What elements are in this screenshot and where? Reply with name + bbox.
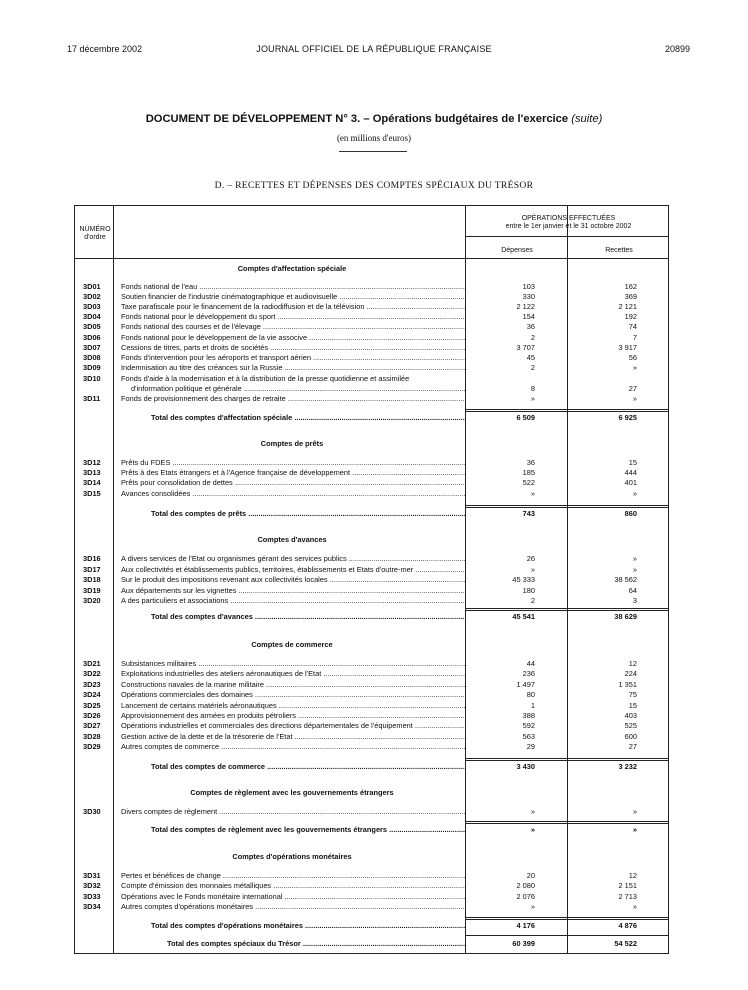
recettes-value: » xyxy=(632,394,637,403)
recettes-value: » xyxy=(632,902,637,911)
recettes-value: 2 151 xyxy=(618,881,637,890)
category-heading: Comptes de prêts xyxy=(260,439,324,448)
account-label: Fonds d'aide à la modernisation et à la distribution de la presse quotidienne et assimilée xyxy=(121,374,410,383)
header-journal-title: JOURNAL OFFICIEL DE LA RÉPUBLIQUE FRANÇAISE xyxy=(256,44,492,54)
recettes-value: 64 xyxy=(628,586,637,595)
account-label: d'information politique et générale ..... xyxy=(131,384,465,393)
recettes-value: 27 xyxy=(628,384,637,393)
total-label: Total des comptes d'avances ..... xyxy=(151,612,465,621)
depenses-value: 743 xyxy=(522,509,535,518)
recettes-value: 6 925 xyxy=(618,413,637,422)
account-code: 3D34 xyxy=(83,902,101,911)
account-label: Autres comptes d'opérations monétaires ..... xyxy=(121,902,465,911)
depenses-value: 522 xyxy=(522,478,535,487)
account-code: 3D29 xyxy=(83,742,101,751)
title-divider xyxy=(339,151,407,152)
document-unit: (en millions d'euros) xyxy=(336,133,412,143)
column-header-ordre: d'ordre xyxy=(84,234,106,241)
document-title xyxy=(0,113,748,125)
recettes-value: » xyxy=(632,489,637,498)
header-bottom-rule xyxy=(75,258,668,259)
account-label: Autres comptes de commerce ..... xyxy=(121,742,465,751)
column-header-numero: NUMÉRO xyxy=(79,226,111,233)
depenses-value: 6 509 xyxy=(516,413,535,422)
account-label: Gestion active de la dette et de la trésorerie de l'Etat ..... xyxy=(121,732,465,741)
total-label: Total des comptes d'affectation spéciale ..... xyxy=(151,413,465,422)
depenses-value: 388 xyxy=(522,711,535,720)
total-rule xyxy=(465,411,668,412)
account-code: 3D05 xyxy=(83,322,101,331)
depenses-value: 1 497 xyxy=(516,680,535,689)
recettes-value: 38 629 xyxy=(614,612,637,621)
depenses-value: 20 xyxy=(526,871,535,880)
recettes-value: 75 xyxy=(628,690,637,699)
account-code: 3D28 xyxy=(83,732,101,741)
account-code: 3D04 xyxy=(83,312,101,321)
account-code: 3D33 xyxy=(83,892,101,901)
account-label: Fonds d'intervention pour les aéroports et transport aérien ..... xyxy=(121,353,465,362)
column-header-depenses: Dépenses xyxy=(501,247,533,254)
account-label: Fonds national pour le développement du sport ..... xyxy=(121,312,465,321)
depenses-value: 236 xyxy=(522,669,535,678)
depenses-value: 44 xyxy=(526,659,535,668)
depenses-value: 180 xyxy=(522,586,535,595)
depenses-value: 154 xyxy=(522,312,535,321)
total-rule xyxy=(465,505,668,506)
account-code: 3D14 xyxy=(83,478,101,487)
account-code: 3D11 xyxy=(83,394,101,403)
recettes-value: 3 917 xyxy=(618,343,637,352)
recettes-value: » xyxy=(632,554,637,563)
account-label: A divers services de l'Etat ou organismes gérant des services publics ..... xyxy=(121,554,465,563)
account-code: 3D32 xyxy=(83,881,101,890)
depenses-value: 3 430 xyxy=(516,762,535,771)
depenses-value: 2 xyxy=(530,333,535,342)
depenses-value: 36 xyxy=(526,458,535,467)
depenses-value: 36 xyxy=(526,322,535,331)
recettes-value: 56 xyxy=(628,353,637,362)
account-label: Indemnisation au titre des créances sur la Russie ..... xyxy=(121,363,465,372)
recettes-value: 54 522 xyxy=(614,939,637,948)
account-label: Opérations commerciales des domaines ..... xyxy=(121,690,465,699)
account-label: Fonds de provisionnement des charges de retraite ..... xyxy=(121,394,465,403)
total-rule xyxy=(465,823,668,824)
account-label: Fonds national de l'eau ..... xyxy=(121,282,465,291)
total-label: Total des comptes d'opérations monétaires ..... xyxy=(151,921,465,930)
account-code: 3D22 xyxy=(83,669,101,678)
recettes-value: 3 xyxy=(632,596,637,605)
depenses-value: » xyxy=(530,565,535,574)
recettes-value: 369 xyxy=(624,292,637,301)
total-label: Total des comptes de prêts ..... xyxy=(151,509,465,518)
recettes-value: 74 xyxy=(628,322,637,331)
column-divider-recettes xyxy=(567,206,568,953)
account-label: Constructions navales de la marine militaire ..... xyxy=(121,680,465,689)
header-rule xyxy=(465,236,668,237)
recettes-value: 162 xyxy=(624,282,637,291)
depenses-value: 45 541 xyxy=(512,612,535,621)
total-label: Total des comptes de règlement avec les gouvernements étrangers ..... xyxy=(151,825,465,834)
recettes-value: 12 xyxy=(628,871,637,880)
recettes-value: 2 713 xyxy=(618,892,637,901)
depenses-value: » xyxy=(530,902,535,911)
account-label: Divers comptes de règlement ..... xyxy=(121,807,465,816)
depenses-value: 3 707 xyxy=(516,343,535,352)
total-rule xyxy=(465,919,668,920)
account-code: 3D25 xyxy=(83,701,101,710)
account-code: 3D24 xyxy=(83,690,101,699)
recettes-value: » xyxy=(632,565,637,574)
depenses-value: 2 xyxy=(530,596,535,605)
depenses-value: 45 333 xyxy=(512,575,535,584)
account-code: 3D23 xyxy=(83,680,101,689)
recettes-value: » xyxy=(632,825,637,834)
operations-header: OPÉRATIONS EFFECTUÉES xyxy=(521,215,616,222)
recettes-value: 12 xyxy=(628,659,637,668)
grand-total-rule xyxy=(465,935,668,936)
account-label: Cessions de titres, parts et droits de sociétés ..... xyxy=(121,343,465,352)
total-rule xyxy=(465,758,668,759)
account-code: 3D08 xyxy=(83,353,101,362)
depenses-value: 60 399 xyxy=(512,939,535,948)
column-divider-depenses xyxy=(465,206,466,953)
accounts-table xyxy=(74,205,669,954)
account-label: Pertes et bénéfices de change ..... xyxy=(121,871,465,880)
recettes-value: 2 121 xyxy=(618,302,637,311)
account-code: 3D27 xyxy=(83,721,101,730)
account-label: Subsistances militaires ..... xyxy=(121,659,465,668)
document-title-text: DOCUMENT DE DÉVELOPPEMENT N° 3. – Opérations budgétaires de l'exercice xyxy=(145,113,569,125)
category-heading: Comptes d'opérations monétaires xyxy=(232,852,352,861)
recettes-value: 444 xyxy=(624,468,637,477)
document-title-suffix: (suite) xyxy=(571,113,603,125)
account-code: 3D12 xyxy=(83,458,101,467)
total-rule xyxy=(465,917,668,918)
account-label: Sur le produit des impositions revenant aux collectivités locales ..... xyxy=(121,575,465,584)
account-label: Exploitations industrielles des ateliers aéronautiques de l'Etat ..... xyxy=(121,669,465,678)
account-label: Aux collectivités et établissements publics, territoires, établissements et Etats d'outre-mer ..... xyxy=(121,565,465,574)
account-label: Fonds national pour le développement de la vie associve ..... xyxy=(121,333,465,342)
account-code: 3D02 xyxy=(83,292,101,301)
recettes-value: 525 xyxy=(624,721,637,730)
account-label: Prêts à des Etats étrangers et à l'Agence française de développement ..... xyxy=(121,468,465,477)
total-rule xyxy=(465,821,668,822)
account-code: 3D13 xyxy=(83,468,101,477)
depenses-value: 80 xyxy=(526,690,535,699)
recettes-value: 15 xyxy=(628,458,637,467)
column-header-recettes: Recettes xyxy=(605,247,633,254)
account-label: Compte d'émission des monnaies métalliques ..... xyxy=(121,881,465,890)
recettes-value: 192 xyxy=(624,312,637,321)
category-heading: Comptes de commerce xyxy=(251,640,333,649)
depenses-value: » xyxy=(530,825,535,834)
total-rule xyxy=(465,409,668,410)
account-code: 3D03 xyxy=(83,302,101,311)
total-rule xyxy=(465,610,668,611)
account-code: 3D31 xyxy=(83,871,101,880)
account-label: Prêts du FDES ..... xyxy=(121,458,465,467)
recettes-value: 7 xyxy=(632,333,637,342)
account-code: 3D07 xyxy=(83,343,101,352)
account-code: 3D15 xyxy=(83,489,101,498)
depenses-value: 2 122 xyxy=(516,302,535,311)
depenses-value: 8 xyxy=(530,384,535,393)
recettes-value: 15 xyxy=(628,701,637,710)
recettes-value: 600 xyxy=(624,732,637,741)
total-label: Total des comptes de commerce ..... xyxy=(151,762,465,771)
total-rule xyxy=(465,608,668,609)
account-code: 3D01 xyxy=(83,282,101,291)
depenses-value: 103 xyxy=(522,282,535,291)
category-heading: Comptes de règlement avec les gouvernements étrangers xyxy=(190,788,394,797)
header-page-number: 20899 xyxy=(664,44,690,54)
depenses-value: 26 xyxy=(526,554,535,563)
account-label: Avances consolidées ..... xyxy=(121,489,465,498)
account-label: Opérations industrielles et commerciales des directions départementales de l'équipement ..... xyxy=(121,721,465,730)
account-label: Fonds national des courses et de l'élevage ..... xyxy=(121,322,465,331)
depenses-value: 29 xyxy=(526,742,535,751)
account-code: 3D10 xyxy=(83,374,101,383)
recettes-value: 401 xyxy=(624,478,637,487)
recettes-value: 224 xyxy=(624,669,637,678)
depenses-value: 4 176 xyxy=(516,921,535,930)
recettes-value: 1 351 xyxy=(618,680,637,689)
account-code: 3D21 xyxy=(83,659,101,668)
depenses-value: 2 080 xyxy=(516,881,535,890)
depenses-value: 2 076 xyxy=(516,892,535,901)
recettes-value: » xyxy=(632,363,637,372)
operations-period: entre le 1er janvier et le 31 octobre 2002 xyxy=(505,223,632,230)
account-label: Lancement de certains matériels aéronautiques ..... xyxy=(121,701,465,710)
account-code: 3D16 xyxy=(83,554,101,563)
depenses-value: 1 xyxy=(530,701,535,710)
column-divider-code xyxy=(113,206,114,953)
total-rule xyxy=(465,760,668,761)
account-code: 3D06 xyxy=(83,333,101,342)
category-heading: Comptes d'affectation spéciale xyxy=(237,264,347,273)
category-heading: Comptes d'avances xyxy=(257,535,327,544)
account-label: Taxe parafiscale pour le financement de la radiodiffusion et de la télévision ..... xyxy=(121,302,465,311)
recettes-value: 27 xyxy=(628,742,637,751)
depenses-value: » xyxy=(530,394,535,403)
depenses-value: » xyxy=(530,489,535,498)
depenses-value: 563 xyxy=(522,732,535,741)
account-code: 3D18 xyxy=(83,575,101,584)
account-label: Soutien financier de l'industrie cinématographique et audiovisuelle ..... xyxy=(121,292,465,301)
depenses-value: 45 xyxy=(526,353,535,362)
recettes-value: 38 562 xyxy=(614,575,637,584)
depenses-value: 330 xyxy=(522,292,535,301)
account-code: 3D17 xyxy=(83,565,101,574)
recettes-value: 3 232 xyxy=(618,762,637,771)
account-label: Prêts pour consolidation de dettes ..... xyxy=(121,478,465,487)
account-label: Aux départements sur les vignettes ..... xyxy=(121,586,465,595)
account-code: 3D26 xyxy=(83,711,101,720)
account-label: A des particuliers et associations ..... xyxy=(121,596,465,605)
depenses-value: » xyxy=(530,807,535,816)
total-rule xyxy=(465,507,668,508)
account-code: 3D09 xyxy=(83,363,101,372)
recettes-value: » xyxy=(632,807,637,816)
section-title: D. – RECETTES ET DÉPENSES DES COMPTES SPÉCIAUX DU TRÉSOR xyxy=(214,180,534,191)
account-code: 3D20 xyxy=(83,596,101,605)
depenses-value: 592 xyxy=(522,721,535,730)
account-label: Approvisionnement des armées en produits pétroliers ..... xyxy=(121,711,465,720)
recettes-value: 860 xyxy=(624,509,637,518)
depenses-value: 185 xyxy=(522,468,535,477)
recettes-value: 403 xyxy=(624,711,637,720)
grand-total-label: Total des comptes spéciaux du Trésor ..... xyxy=(167,939,465,948)
account-code: 3D30 xyxy=(83,807,101,816)
depenses-value: 2 xyxy=(530,363,535,372)
recettes-value: 4 876 xyxy=(618,921,637,930)
header-date: 17 décembre 2002 xyxy=(67,44,143,54)
account-code: 3D19 xyxy=(83,586,101,595)
account-label: Opérations avec le Fonds monétaire international ..... xyxy=(121,892,465,901)
